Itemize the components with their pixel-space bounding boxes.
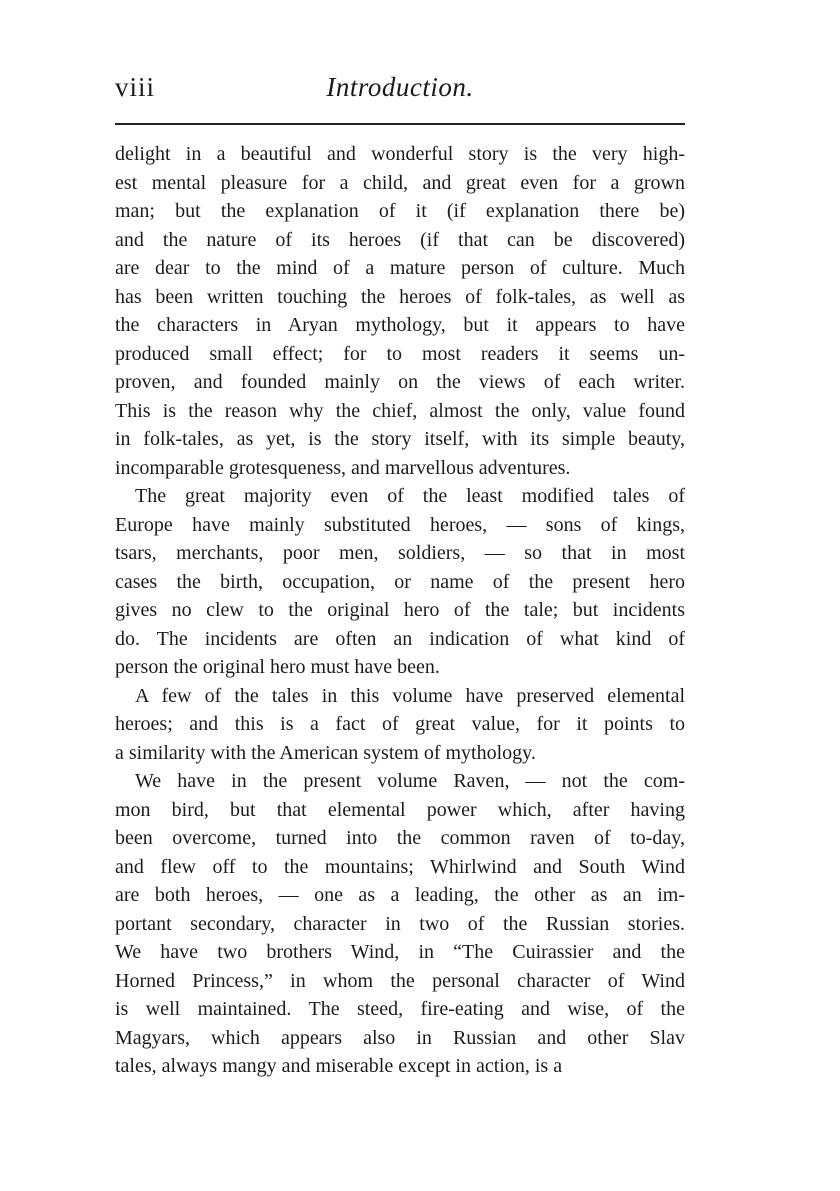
text-line: man; but the explanation of it (if explanation there be)	[115, 200, 685, 222]
text-line: the characters in Aryan mythology, but it appears to have	[115, 314, 685, 336]
text-line: proven, and founded mainly on the views of each writer.	[115, 371, 685, 393]
text-line: We have in the present volume Raven, — not the com-	[135, 770, 685, 792]
text-line: delight in a beautiful and wonderful story is the very high-	[115, 143, 685, 165]
text-line: Europe have mainly substituted heroes, — sons of kings,	[115, 513, 685, 536]
text-line: are dear to the mind of a mature person of culture. Much	[115, 257, 685, 279]
text-line: We have two brothers Wind, in “The Cuirassier and the	[115, 941, 685, 963]
text-line: a similarity with the American system of mythology.	[115, 741, 536, 764]
text-line: This is the reason why the chief, almost the only, value found	[115, 399, 685, 422]
text-line: Magyars, which appears also in Russian and other Slav	[115, 1026, 685, 1049]
text-line: is well maintained. The steed, fire-eating and wise, of the	[115, 998, 685, 1020]
text-line: in folk-tales, as yet, is the story itself, with its simple beauty,	[115, 428, 685, 450]
text-line: cases the birth, occupation, or name of the present hero	[115, 570, 685, 593]
text-line: tales, always mangy and miserable except in action, is a	[115, 1055, 563, 1077]
text-line: been overcome, turned into the common raven of to-day,	[115, 827, 685, 849]
text-line: and flew off to the mountains; Whirlwind and South Wind	[115, 855, 685, 878]
paragraph	[115, 140, 685, 482]
text-line: has been written touching the heroes of folk-tales, as well as	[115, 285, 685, 308]
text-line: mon bird, but that elemental power which, after having	[115, 798, 685, 821]
text-line: heroes; and this is a fact of great value, for it points to	[115, 713, 685, 735]
text-line: are both heroes, — one as a leading, the other as an im-	[115, 884, 685, 906]
text-line: and the nature of its heroes (if that can be discovered)	[115, 228, 685, 251]
text-line: do. The incidents are often an indication of what kind of	[115, 627, 685, 650]
paragraph	[115, 682, 685, 768]
page-number: viii	[115, 72, 156, 102]
text-line: person the original hero must have been.	[115, 656, 440, 678]
paragraph	[115, 482, 685, 682]
text-line: A few of the tales in this volume have preserved elemental	[135, 684, 685, 707]
page-header	[115, 72, 685, 112]
header-rule	[115, 123, 685, 125]
text-line: gives no clew to the original hero of the tale; but incidents	[115, 599, 685, 621]
text-line: incomparable grotesqueness, and marvellous adventures.	[115, 456, 571, 479]
body-text	[115, 140, 685, 1081]
text-line: produced small effect; for to most readers it seems un-	[115, 342, 685, 365]
text-line: Horned Princess,” in whom the personal character of Wind	[115, 969, 685, 992]
paragraph	[115, 767, 685, 1081]
running-head: Introduction.	[326, 72, 474, 102]
text-line: tsars, merchants, poor men, soldiers, — so that in most	[115, 542, 685, 564]
text-line: portant secondary, character in two of the Russian stories.	[115, 912, 685, 935]
text-line: est mental pleasure for a child, and great even for a grown	[115, 171, 685, 194]
text-line: The great majority even of the least modified tales of	[135, 485, 685, 507]
